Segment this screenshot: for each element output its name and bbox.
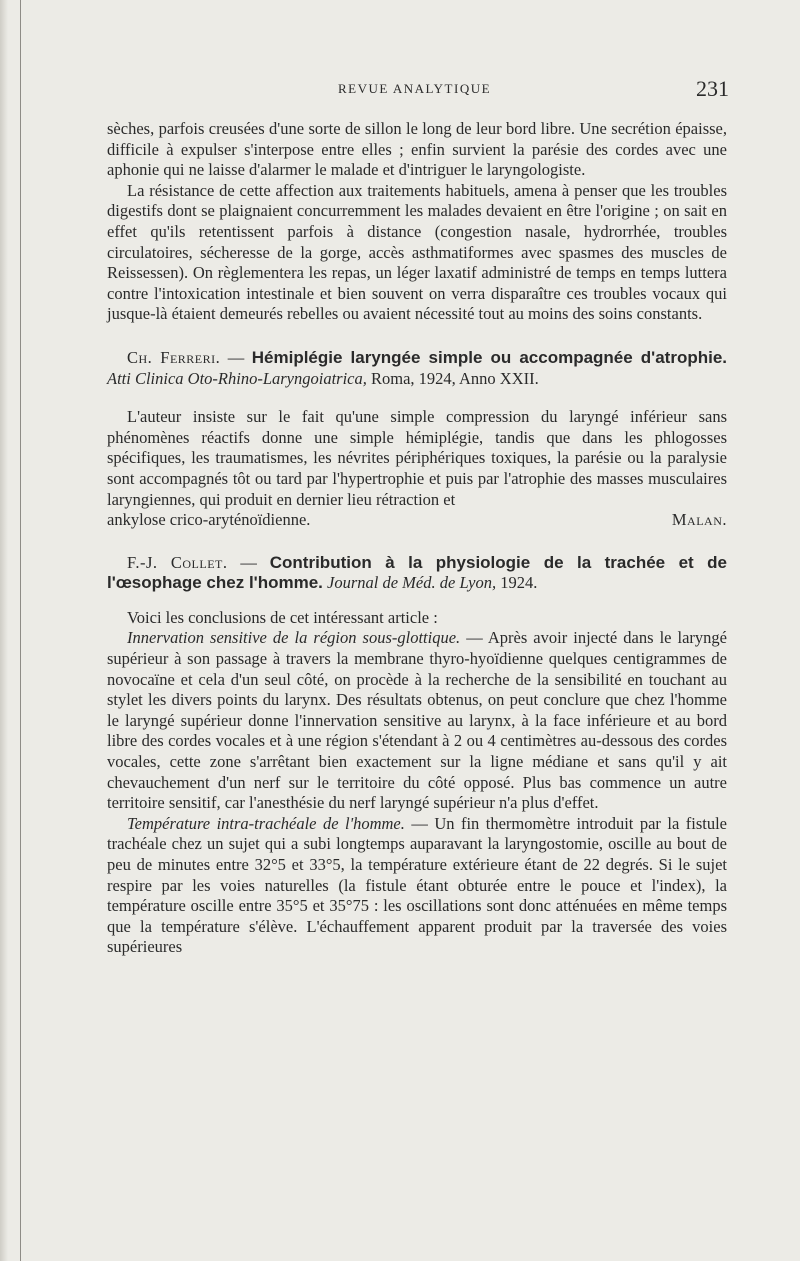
abstract-last-words: ankylose crico-aryténoïdienne. [107,510,311,530]
article-abstract-ferreri: L'auteur insiste sur le fait qu'une simple compression du laryngé inférieur sans phénomènes réactifs donne une simple hémiplégie, tandis que dans les phlogosses spécifiques, les traumatismes, les névrites périphériques toxiques, la parésie ou la paralysie sont accompagnés tôt ou tard par l'hypertrophie et puis par l'atrophie des masses musculaires laryngiennes, qui produit en dernier lieu rétraction et [107,407,727,509]
reviewer-signature: Malan. [671,510,727,530]
journal-name: Journal de Méd. de Lyon, [327,573,497,593]
abstract-intro: Voici les conclusions de cet intéressant article : [127,607,438,627]
abstract-closing-line [107,510,727,531]
subsection-text: — Un fin thermomètre introduit par la fistule trachéale chez un sujet qui a subi longtemps auparavant la laryngostomie, oscille au bout de peu de minutes entre 32°5 et 33°5, la température extérieure étant de 22 degrés. Si le sujet respire par les voies naturelles (la fistule étant obturée entre le pouce et l'index), la température oscille entre 35°5 et 35°75 : les oscillations sont donc atténuées en même temps que la température s'élève. L'échauffement apparent produit par la traversée des voies supérieures [107,813,727,957]
page-number: 231 [696,76,729,101]
page-edge-shadow [0,0,8,1261]
binding-rule [20,0,21,1261]
subsection-title: Innervation sensitive de la région sous-glottique. [127,628,461,648]
paragraph-resistance: La résistance de cette affection aux traitements habituels, amena à penser que les troubles digestifs dont se plaignaient concurremment les malades devaient en être l'origine ; on sait en effet qu'ils retentissent parfois à distance (congestion nasale, hydrorrhée, troubles circulatoires, sécheresse de la gorge, accès asthmatiformes avec spasmes des muscles de Reissessen). On règlementera les repas, un léger laxatif administré de temps en temps luttera contre l'intoxication intestinale et bien souvent on verra disparaître ces troubles vocaux qui jusque-là étaient demeurés rebelles ou avaient nécessité tout au moins des soins constants. [107,180,727,324]
journal-details: 1924. [496,573,538,593]
page-header [0,76,800,106]
subsection-title: Température intra-trachéale de l'homme. [127,813,405,833]
subsection-text: — Après avoir injecté dans le laryngé supérieur à son passage à travers la membrane thyro-hyoïdienne quelques centigrammes de novocaïne et cela d'un seul côté, on procède à la recherche de la sensibilité en touchant au stylet les divers points du larynx. Des résultats obtenus, on peut conclure que chez l'homme le laryngé supérieur donne l'innervation sensitive au larynx, à la face inférieure et au bord libre des cordes vocales et à une région s'étendant à 2 ou 4 centimètres au-dessous des cordes vocales, cette zone s'arrêtant bien exactement sur la ligne médiane et sans qu'il y ait chevauchement d'un nerf sur le territoire du côté opposé. Plus bas commence un autre territoire sensitif, car l'anesthésie du nerf laryngé supérieur n'a plus d'effet. [107,628,728,813]
journal-details: Roma, 1924, Anno XXII. [366,368,539,388]
article-title: Hémiplégie laryngée simple ou accompagnée d'atrophie. [251,347,728,367]
article-title: Contribution à la physiologie de la trachée et de l'œsophage chez l'homme. [107,552,728,593]
article-author: F.-J. Collet. [127,552,228,572]
section-innervation [107,628,727,813]
article-reference-collet: F.-J. Collet. — Contribution à la physiologie de la trachée et de l'œsophage chez l'homme. Journal de Méd. de Lyon, 1924. [107,552,728,593]
page-content [107,119,727,958]
running-title: REVUE ANALYTIQUE [338,81,492,96]
journal-name: Atti Clinica Oto-Rhino-Laryngoiatrica, [107,368,367,388]
section-temperature [107,814,727,958]
article-author: Ch. Ferreri. [127,347,221,367]
article-reference-ferreri: Ch. Ferreri. — Hémiplégie laryngée simple ou accompagnée d'atrophie. Atti Clinica Oto-Rhino-Laryngoiatrica, Roma, 1924, Anno XXII. [107,347,728,388]
continued-paragraph: sèches, parfois creusées d'une sorte de sillon le long de leur bord libre. Une secrétion épaisse, difficile à expulser s'interpose entre elles ; enfin survient la parésie des cordes avec une aphonie qui ne laisse d'alarmer le malade et d'intriguer le laryngologiste. [107,119,727,180]
